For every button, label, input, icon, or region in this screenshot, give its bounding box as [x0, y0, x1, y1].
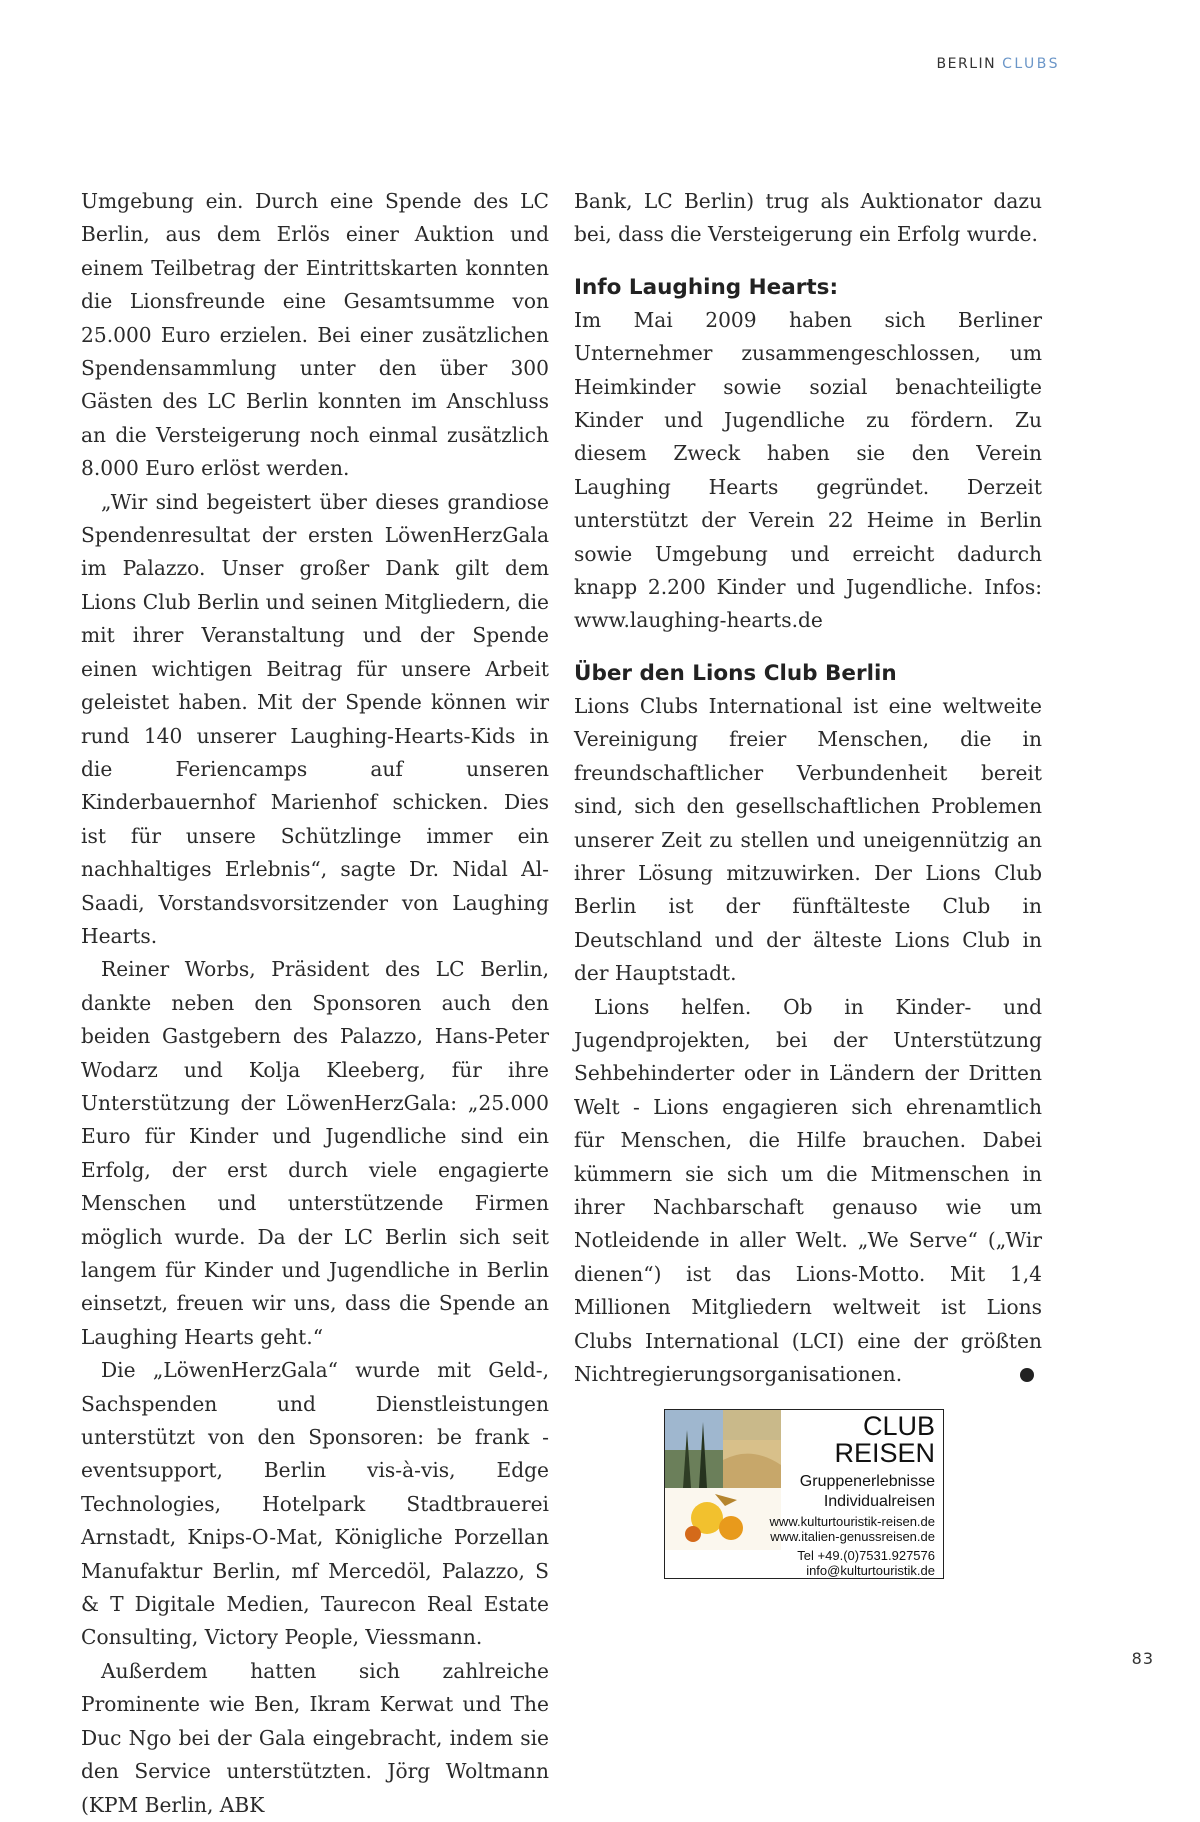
ad-contact	[797, 1548, 935, 1578]
ad-photo-collage	[665, 1410, 781, 1550]
lions-end-mark-icon: L	[1020, 1368, 1034, 1382]
ad-websites	[770, 1514, 935, 1544]
club-reisen-ad	[664, 1409, 944, 1579]
about-paragraph: Lions Clubs International ist eine weltweite Vereinigung freier Menschen, die in freundschaftlicher Verbundenheit bereit sind, sich den gesellschaftlichen Problemen unserer Zeit zu stellen und uneigennützig an ihrer Lösung mitzuwirken. Der Lions Club Berlin ist der fünftälteste Club in Deutschland und der älteste Lions Club in der Hauptstadt.	[574, 693, 1042, 986]
info-paragraph: Im Mai 2009 haben sich Berliner Unternehmer zusammengeschlossen, um Heimkinder sowie sozial benachteiligte Kinder und Jugendliche zu fördern. Zu diesem Zweck haben sie den Verein Laughing Hearts gegründet. Derzeit unterstützt der Verein 22 Heime in Berlin sowie Umgebung und erreicht dadurch knapp 2.200 Kinder und Jugendliche. Infos: www.laughing-hearts.de	[574, 307, 1042, 633]
left-column	[81, 185, 549, 1822]
ad-subtitle	[800, 1472, 935, 1512]
left-paragraph: Umgebung ein. Durch eine Spende des LC Berlin, aus dem Erlös einer Auktion und einem Teilbetrag der Eintrittskarten konnten die Lionsfreunde eine Gesamtsumme von 25.000 Euro erzielen. Bei einer zusätzlichen Spendensammlung unter den über 300 Gästen des LC Berlin konnten im Anschluss an die Versteigerung noch einmal zusätzlich 8.000 Euro erlöst werden.	[81, 189, 549, 481]
right-column	[574, 185, 1047, 1391]
ad-website: www.kulturtouristik-reisen.de	[769, 1514, 935, 1529]
about-heading: Über den Lions Club Berlin	[574, 660, 897, 686]
ad-email: info@kulturtouristik.de	[806, 1563, 935, 1578]
left-paragraph: „Wir sind begeistert über dieses grandiose Spendenresultat der ersten LöwenHerzGala im Palazzo. Unser großer Dank gilt dem Lions Club Berlin und seinen Mitgliedern, die mit ihrer Veranstaltung und der Spende einen wichtigen Beitrag für unsere Arbeit geleistet haben. Mit der Spende können wir rund 140 unserer Laughing-Hearts-Kids in die Feriencamps auf unseren Kinderbauernhof Marienhof schicken. Dies ist für unsere Schützlinge immer ein nachhaltiges Erlebnis“, sagte Dr. Nidal Al-Saadi, Vorstandsvorsitzender von Laughing Hearts.	[81, 489, 549, 948]
continuation-paragraph: Bank, LC Berlin) trug als Auktionator dazu bei, dass die Versteigerung ein Erfolg wurde.	[574, 189, 1042, 247]
about-paragraph	[574, 991, 1047, 1392]
left-paragraph: Reiner Worbs, Präsident des LC Berlin, dankte neben den Sponsoren auch den beiden Gastgebern des Palazzo, Hans-Peter Wodarz und Kolja Kleeberg, für ihre Unterstützung der LöwenHerzGala: „25.000 Euro für Kinder und Jugendliche sind ein Erfolg, der erst durch viele engagierte Menschen und unterstützende Firmen möglich wurde. Da der LC Berlin sich seit langem für Kinder und Jugendliche in Berlin einsetzt, freuen wir uns, dass die Spende an Laughing Hearts geht.“	[81, 957, 549, 1349]
ad-title	[834, 1413, 935, 1467]
ad-phone: Tel +49.(0)7531.927576	[797, 1548, 935, 1563]
ad-sub-line: Gruppenerlebnisse	[799, 1473, 935, 1490]
ad-website: www.italien-genussreisen.de	[770, 1529, 935, 1544]
header-section: BERLIN	[936, 56, 997, 72]
header-category: CLUBS	[1002, 56, 1060, 72]
ad-title-line: CLUB	[862, 1411, 935, 1441]
ad-title-line: REISEN	[834, 1438, 935, 1468]
ad-sub-line: Individualreisen	[823, 1493, 935, 1510]
about-text: Lions helfen. Ob in Kinder- und Jugendprojekten, bei der Unterstützung Sehbehinderter oder in Ländern der Dritten Welt - Lions engagieren sich ehrenamtlich für Menschen, die Hilfe brauchen. Dabei kümmern sie sich um die Mitmenschen in ihrer Nachbarschaft genauso wie um Notleidende in aller Welt. „We Serve“ („Wir dienen“) ist das Lions-Motto. Mit 1,4 Millionen Mitgliedern weltweit ist Lions Clubs International (LCI) eine der größten Nichtregierungsorganisationen.	[574, 994, 1042, 1386]
page-number: 83	[1131, 1649, 1154, 1668]
left-paragraph: Die „LöwenHerzGala“ wurde mit Geld-, Sachspenden und Dienstleistungen unterstützt von den Sponsoren: be frank - eventsupport, Berlin vis-à-vis, Edge Technologies, Hotelpark Stadtbrauerei Arnstadt, Knips-O-Mat, Königliche Porzellan Manufaktur Berlin, mf Mercedöl, Palazzo, S & T Digitale Medien, Taurecon Real Estate Consulting, Victory People, Viessmann.	[81, 1358, 549, 1650]
running-header	[937, 56, 1060, 72]
info-heading: Info Laughing Hearts:	[574, 274, 839, 300]
left-paragraph: Außerdem hatten sich zahlreiche Prominente wie Ben, Ikram Kerwat und The Duc Ngo bei der Gala eingebracht, indem sie den Service unterstützten. Jörg Woltmann (KPM Berlin, ABK	[81, 1658, 549, 1817]
